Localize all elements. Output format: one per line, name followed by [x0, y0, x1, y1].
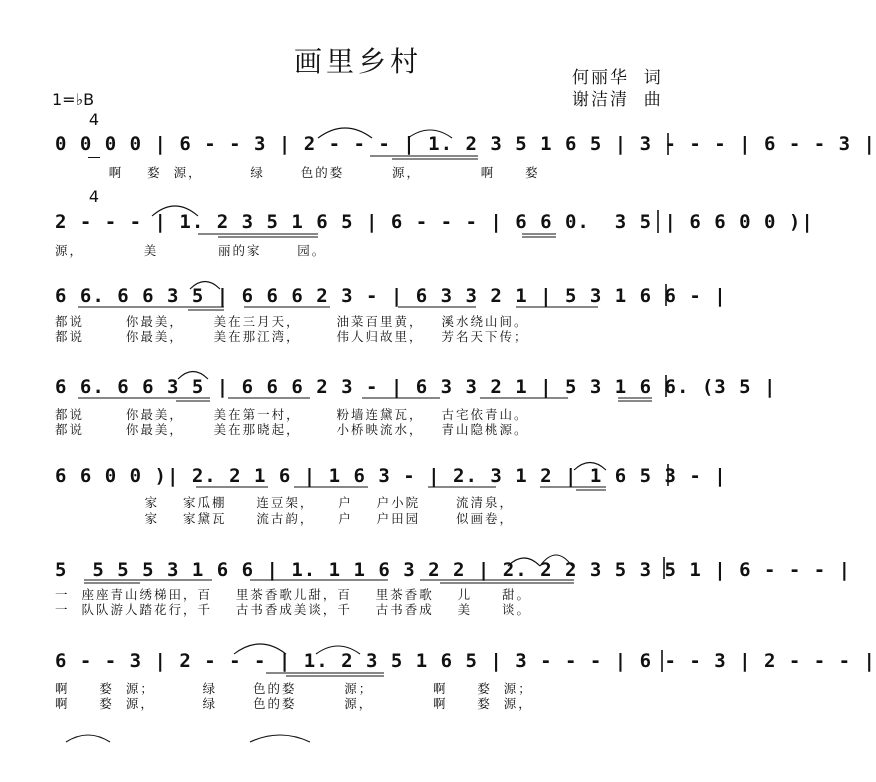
system-3-beams: [78, 282, 666, 311]
slur-partial-2: [250, 735, 310, 742]
system-4-beams: [78, 372, 666, 402]
system-1-lyrics: 啊 婺 源， 绿 色的婺 源， 啊 婺: [55, 165, 540, 180]
slur-partial: [66, 735, 110, 742]
system-6-lyrics-verse-2: 一 队队游人踏花行，千 古书香成美谈，千 古书香成 美 谈。: [55, 602, 531, 617]
system-5-notes: 6 6 0 0 )| 2. 2 1 6 | 1 6 3 - | 2. 3 1 2 | 1 6 5 3 - |: [55, 465, 727, 487]
system-7-lyrics-verse-1: 啊 婺 源； 绿 色的婺 源； 啊 婺 源；: [55, 681, 533, 696]
system-2-beams: [152, 206, 658, 237]
composer-credit: 谢洁清 曲: [572, 90, 663, 110]
system-7-notes: 6 - - 3 | 2 - - - | 1. 2 3 5 1 6 5 | 3 - - - | 6 - - 3 | 2 - - - |: [55, 650, 876, 672]
system-3-lyrics-verse-1: 都说 你最美， 美在三月天， 油菜百里黄， 溪水绕山间。: [55, 314, 529, 329]
system-3-notes: 6 6. 6 6 3 5 | 6 6 6 2 3 - | 6 3 3 2 1 | 5 3 1 6 6 - |: [55, 285, 727, 307]
meter-top: 4: [88, 110, 100, 129]
system-7-beams: [234, 644, 662, 676]
system-4-lyrics-verse-2: 都说 你最美， 美在那晓起， 小桥映流水， 青山隐桃源。: [55, 422, 529, 437]
system-3-lyrics-verse-2: 都说 你最美， 美在那江湾， 伟人归故里， 芳名天下传；: [55, 329, 529, 344]
key-signature: 1=♭B: [52, 90, 95, 109]
system-5-lyrics-verse-2: 家 家黛瓦 流古韵， 户 户田园 似画卷，: [55, 511, 514, 526]
system-6-lyrics-verse-1: 一 座座青山绣梯田，百 里茶香歌儿甜，百 里茶香歌 儿 甜。: [55, 587, 531, 602]
system-5-beams: [196, 463, 668, 491]
meter-bottom: 4: [88, 187, 100, 206]
system-2-notes: 2 - - - | 1. 2 3 5 1 6 5 | 6 - - - | 6 6 0. 3 5 | 6 6 0 0 )|: [55, 211, 814, 233]
system-7-lyrics-verse-2: 啊 婺 源， 绿 色的婺 源， 啊 婺 源，: [55, 696, 533, 711]
system-4-notes: 6 6. 6 6 3 5 | 6 6 6 2 3 - | 6 3 3 2 1 | 5 3 1 6 6. (3 5 |: [55, 376, 777, 398]
lyricist-credit: 何丽华 词: [572, 68, 663, 88]
system-1-notes: 0 0 0 0 | 6 - - 3 | 2 - - - | 1. 2 3 5 1 6 5 | 3 - - - | 6 - - 3 |: [55, 133, 876, 155]
system-6-beams: [84, 555, 664, 583]
system-4-lyrics-verse-1: 都说 你最美， 美在第一村， 粉墙连黛瓦， 古宅依青山。: [55, 407, 529, 422]
system-5-lyrics-verse-1: 家 家瓜棚 连豆架， 户 户小院 流清泉，: [55, 495, 514, 510]
song-title: 画里乡村: [293, 45, 422, 78]
system-2-lyrics: 源， 美 丽的家 园。: [55, 243, 327, 258]
system-1-beams: [318, 128, 668, 159]
system-6-notes: 5 5 5 5 3 1 6 6 | 1. 1 1 6 3 2 2 | 2. 2 2 3 5 3 5 1 | 6 - - - |: [55, 559, 852, 581]
